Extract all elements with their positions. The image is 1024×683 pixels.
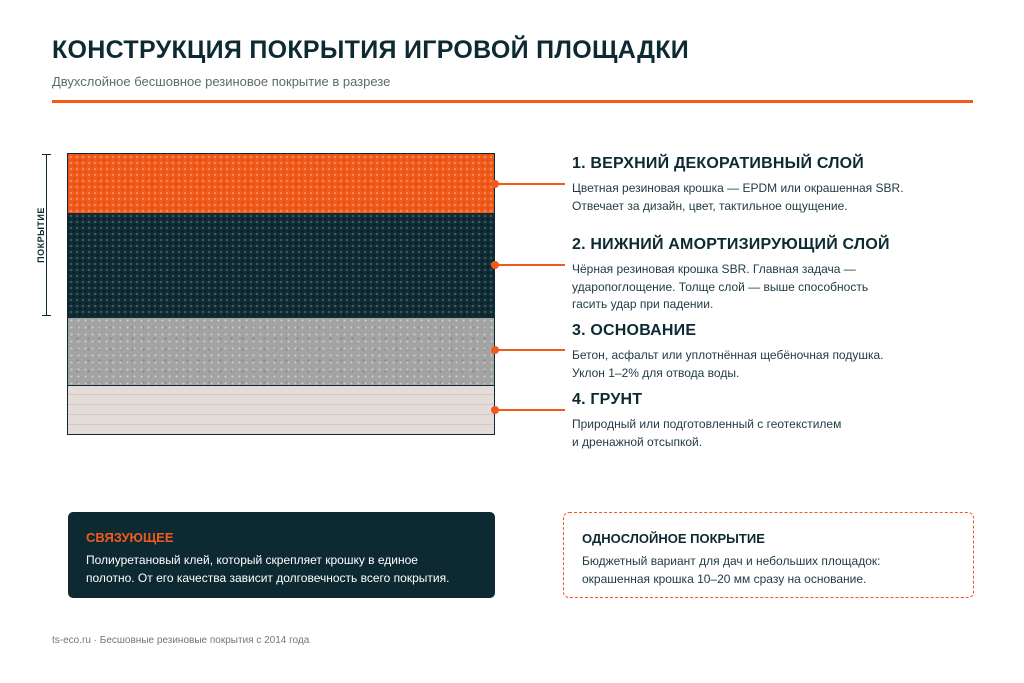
coverage-bracket-bottom-cap <box>42 315 51 316</box>
footer-text: ts-eco.ru · Бесшовные резиновые покрытия с 2014 года <box>52 635 310 646</box>
connector-line-3 <box>495 349 565 351</box>
connector-line-4 <box>495 409 565 411</box>
connector-line-1 <box>495 183 565 185</box>
layer-ground <box>68 385 494 435</box>
layer-base <box>68 317 494 385</box>
layer-title: 4. ГРУНТ <box>572 391 643 408</box>
layer-description-2 <box>572 236 932 314</box>
page-title: КОНСТРУКЦИЯ ПОКРЫТИЯ ИГРОВОЙ ПЛОЩАДКИ <box>52 36 690 64</box>
single-layer-text: Бюджетный вариант для дач и небольших площадок: окрашенная крошка 10–20 мм сразу на основание. <box>582 554 881 586</box>
cross-section-diagram <box>67 153 495 435</box>
layer-shock-absorbing <box>68 213 494 317</box>
layer-decorative <box>68 154 494 213</box>
layer-text: Цветная резиновая крошка — EPDM или окрашенная SBR. Отвечает за дизайн, цвет, тактильное ощущение. <box>572 181 904 213</box>
layer-title: 3. ОСНОВАНИЕ <box>572 322 697 339</box>
layer-divider <box>68 317 494 318</box>
connector-dot-3 <box>491 346 499 354</box>
single-layer-info-box <box>563 512 974 598</box>
header-divider <box>52 100 973 103</box>
coverage-bracket-top-cap <box>42 154 51 155</box>
layer-description-1 <box>572 155 932 215</box>
binder-text: Полиуретановый клей, который скрепляет крошку в единое полотно. От его качества зависит долговечность всего покрытия. <box>86 553 450 585</box>
connector-dot-4 <box>491 406 499 414</box>
layer-description-3 <box>572 322 932 382</box>
layer-text: Природный или подготовленный с геотекстилем и дренажной отсыпкой. <box>572 417 842 449</box>
layer-text: Бетон, асфальт или уплотнённая щебёночная подушка. Уклон 1–2% для отвода воды. <box>572 348 884 380</box>
layer-divider <box>68 385 494 386</box>
layer-title: 1. ВЕРХНИЙ ДЕКОРАТИВНЫЙ СЛОЙ <box>572 155 864 172</box>
layer-text: Чёрная резиновая крошка SBR. Главная задача — ударопоглощение. Толще слой — выше способность гасить удар при падении. <box>572 262 869 311</box>
page-subtitle: Двухслойное бесшовное резиновое покрытие в разрезе <box>52 74 391 89</box>
binder-info-box <box>68 512 495 598</box>
connector-dot-2 <box>491 261 499 269</box>
layer-description-4 <box>572 391 932 451</box>
layer-divider <box>68 213 494 214</box>
binder-title: СВЯЗУЮЩЕЕ <box>86 530 174 545</box>
coverage-label: ПОКРЫТИЕ <box>36 207 46 263</box>
coverage-bracket <box>46 154 47 316</box>
connector-dot-1 <box>491 180 499 188</box>
layer-title: 2. НИЖНИЙ АМОРТИЗИРУЮЩИЙ СЛОЙ <box>572 236 890 253</box>
single-layer-title: ОДНОСЛОЙНОЕ ПОКРЫТИЕ <box>582 531 765 546</box>
connector-line-2 <box>495 264 565 266</box>
